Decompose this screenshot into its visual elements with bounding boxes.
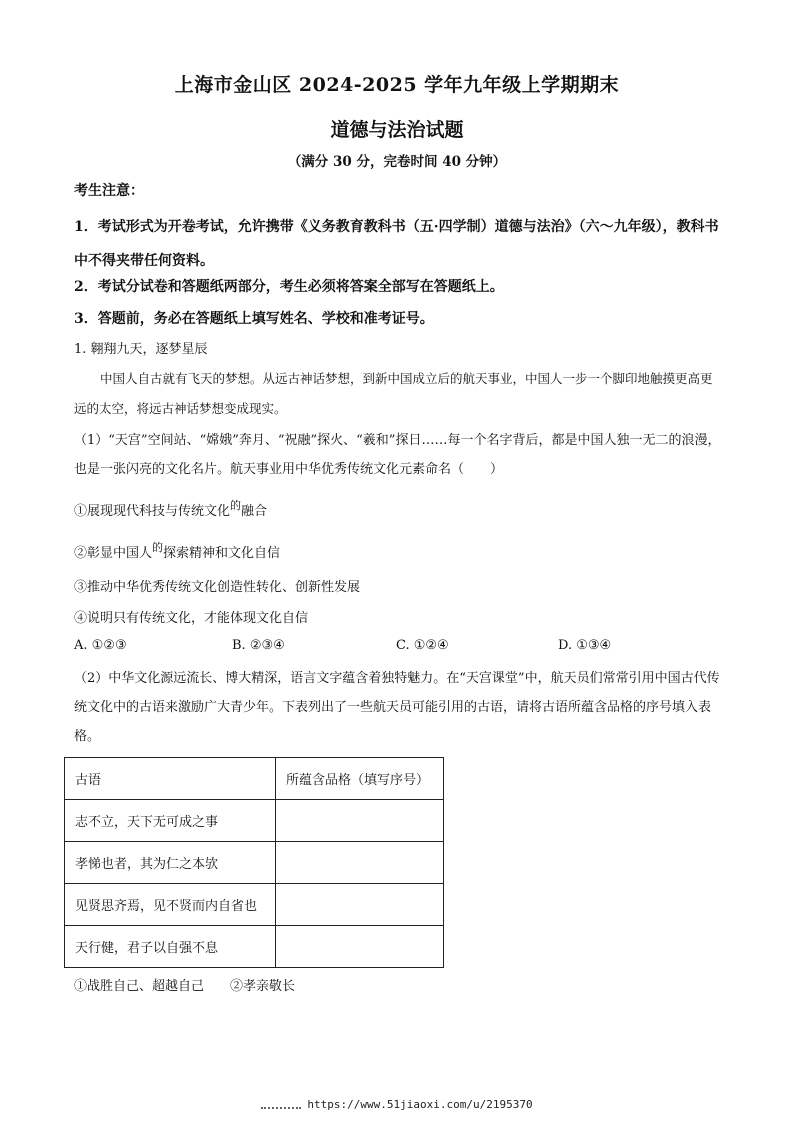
question-1-sub1-stem: （1）“天宫”空间站、“嫦娥”奔月、“祝融”探火、“羲和”探日……每一个名字背后，都是中国人独一无二的浪漫，也是一张闪亮的文化名片。航天事业用中华优秀传统文化元素命名（ ） bbox=[74, 433, 721, 477]
table-cell-answer[interactable] bbox=[276, 800, 444, 842]
watermark-logo-icon bbox=[261, 1101, 301, 1109]
question-1-heading: 1. 翱翔九天，逐梦星辰 bbox=[74, 342, 208, 357]
exam-subject-title: 道德与法治试题 bbox=[330, 119, 464, 141]
table-row bbox=[65, 884, 444, 926]
choice-a: A. ①②③ bbox=[74, 638, 127, 653]
table-row bbox=[65, 926, 444, 968]
table-cell-quote: 志不立，天下无可成之事 bbox=[65, 800, 276, 842]
table-cell-answer[interactable] bbox=[276, 926, 444, 968]
exam-subtitle: （满分 30 分，完卷时间 40 分钟） bbox=[287, 154, 507, 170]
table-header-cell: 古语 bbox=[65, 758, 276, 800]
table-header-cell: 所蕴含品格（填写序号） bbox=[276, 758, 444, 800]
statement-4: ④说明只有传统文化，才能体现文化自信 bbox=[74, 611, 309, 626]
choice-c: C. ①②④ bbox=[396, 638, 449, 653]
page-footer bbox=[0, 1098, 794, 1111]
notice-item-3: 3．答题前，务必在答题纸上填写姓名、学校和准考证号。 bbox=[74, 311, 434, 327]
table-cell-quote: 见贤思齐焉，见不贤而内自省也 bbox=[65, 884, 276, 926]
table-row bbox=[65, 800, 444, 842]
statement-2: ②彰显中国人$^的$探索精神和文化自信 bbox=[74, 541, 281, 561]
table-cell-answer[interactable] bbox=[276, 884, 444, 926]
choice-b: B. ②③④ bbox=[232, 638, 285, 653]
table-cell-quote: 孝悌也者，其为仁之本欤 bbox=[65, 842, 276, 884]
statement-1: ①展现现代科技与传统文化$^的$融合 bbox=[74, 499, 268, 519]
choice-d: D. ①③④ bbox=[558, 638, 612, 653]
table-cell-quote: 天行健，君子以自强不息 bbox=[65, 926, 276, 968]
notice-item-1: 1．考试形式为开卷考试，允许携带《义务教育教科书（五·四学制）道德与法治》（六～九年级），教科书中不得夹带任何资料。 bbox=[74, 219, 719, 269]
question-1-passage: 中国人自古就有飞天的梦想。从远古神话梦想，到新中国成立后的航天事业，中国人一步一个脚印地触摸更高更远的太空，将远古神话梦想变成现实。 bbox=[74, 371, 713, 416]
notice-heading: 考生注意： bbox=[74, 183, 144, 199]
statement-3: ③推动中华优秀传统文化创造性转化、创新性发展 bbox=[74, 580, 361, 595]
answer-table bbox=[64, 757, 444, 968]
exam-title: 上海市金山区 2024-2025 学年九年级上学期期末 bbox=[174, 74, 620, 96]
table-cell-answer[interactable] bbox=[276, 842, 444, 884]
question-1-sub2-stem: （2）中华文化源远流长、博大精深，语言文字蕴含着独特魅力。在“天宫课堂”中，航天员们常常引用中国古代传统文化中的古语来激励广大青少年。下表列出了一些航天员可能引用的古语，请将古语所蕴含品格的序号填入表格。 bbox=[74, 671, 720, 744]
table-header-row bbox=[65, 758, 444, 800]
qualities-list: ①战胜自己、超越自己 ②孝亲敬长 bbox=[74, 979, 296, 994]
notice-item-2: 2．考试分试卷和答题纸两部分，考生必须将答案全部写在答题纸上。 bbox=[74, 279, 504, 295]
table-row bbox=[65, 842, 444, 884]
footer-url-link[interactable]: https://www.51jiaoxi.com/u/2195370 bbox=[307, 1098, 533, 1111]
